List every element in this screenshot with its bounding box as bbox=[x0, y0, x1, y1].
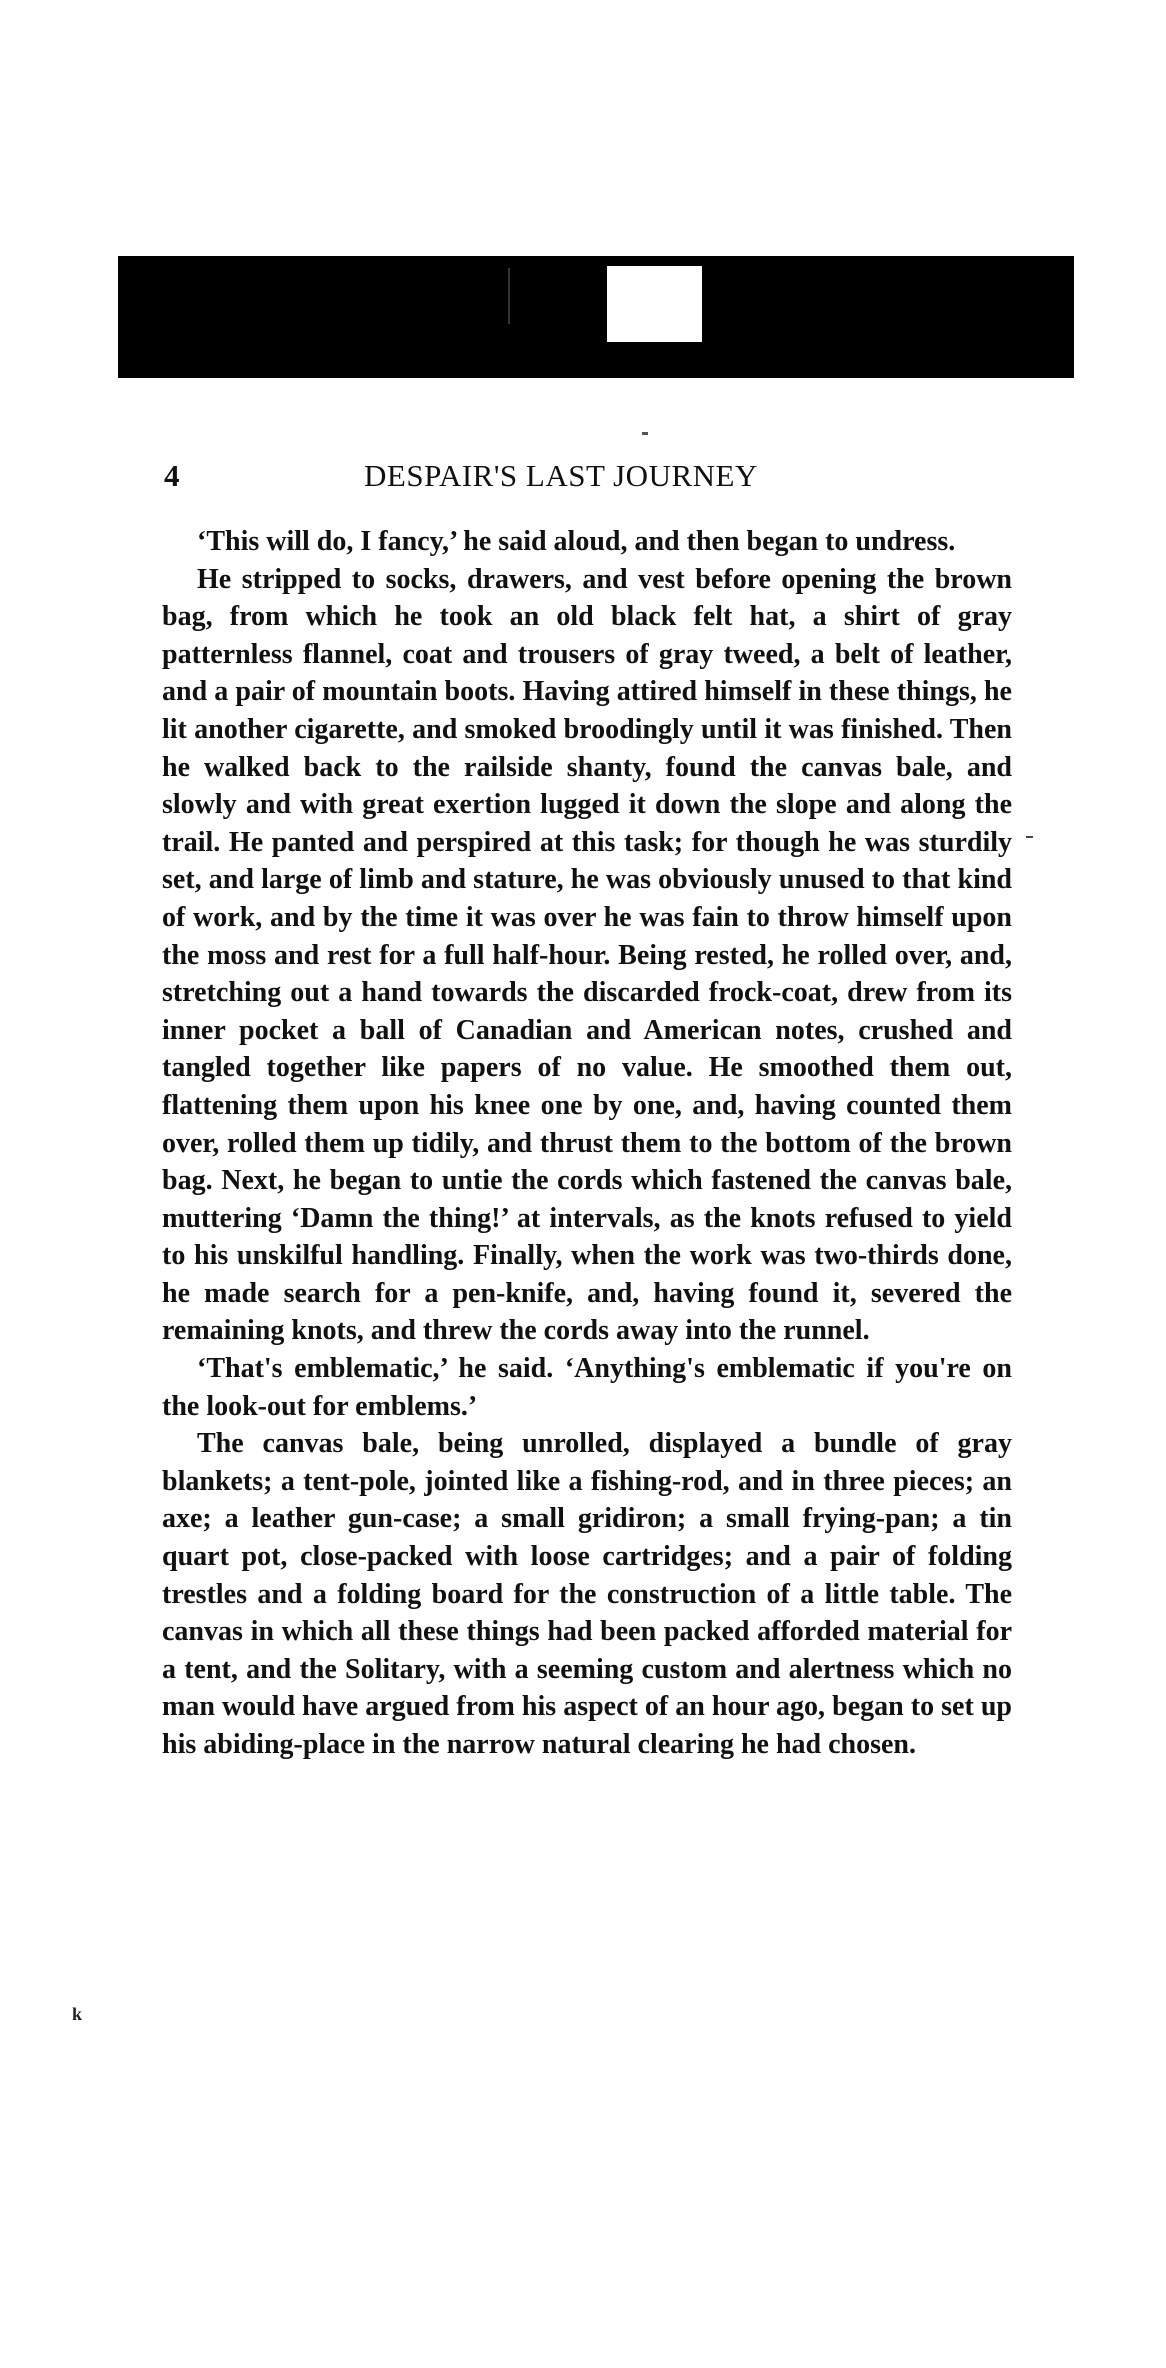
paragraph: ‘This will do, I fancy,’ he said aloud, and then began to undress. bbox=[197, 526, 956, 557]
paragraph: ‘That's emblematic,’ he said. ‘Anything's emblematic if you're on the look-out for emblems.’ bbox=[162, 1353, 1012, 1422]
running-head: DESPAIR'S LAST JOURNEY bbox=[364, 458, 758, 493]
page-header bbox=[160, 458, 1010, 508]
scan-edge-mark bbox=[1026, 836, 1033, 838]
paragraph: The canvas bale, being unrolled, displayed a bundle of gray blankets; a tent-pole, jointed like a fishing-rod, and in three pieces; an axe; a leather gun-case; a small gridiron; a small frying-pan; a tin quart pot, close-packed with loose cartridges; and a pair of folding trestles and a folding board for the construction of a little table. The canvas in which all these things had been packed afforded material for a tent, and the Solitary, with a seeming custom and alertness which no man would have argued from his aspect of an hour ago, began to set up his abiding-place in the narrow natural clearing he had chosen. bbox=[162, 1428, 1012, 1760]
scan-speck bbox=[642, 432, 648, 435]
body-text bbox=[162, 523, 1012, 1764]
page-number: 4 bbox=[164, 458, 180, 493]
paragraph: He stripped to socks, drawers, and vest before opening the brown bag, from which he took an old black felt hat, a shirt of gray patternless flannel, coat and trousers of gray tweed, a belt of leather, and a pair of mountain boots. Having attired himself in these things, he lit another cigarette, and smoked broodingly until it was finished. Then he walked back to the railside shanty, found the canvas bale, and slowly and with great exertion lugged it down the slope and along the trail. He panted and perspired at this task; for though he was sturdily set, and large of limb and stature, he was obviously unused to that kind of work, and by the time it was over he was fain to throw himself upon the moss and rest for a full half-hour. Being rested, he rolled over, and, stretching out a hand towards the discarded frock-coat, drew from its inner pocket a ball of Canadian and American notes, crushed and tangled together like papers of no value. He smoothed them out, flattening them upon his knee one by one, and, having counted them over, rolled them up tidily, and thrust them to the bottom of the brown bag. Next, he began to untie the cords which fastened the canvas bale, muttering ‘Damn the thing!’ at intervals, as the knots refused to yield to his unskilful handling. Finally, when the work was two-thirds done, he made search for a pen-knife, and, having found it, severed the remaining knots, and threw the cords away into the runnel. bbox=[162, 563, 1012, 1347]
scan-band-window bbox=[607, 266, 702, 342]
scan-band-slit bbox=[508, 268, 510, 324]
margin-mark: k bbox=[72, 2004, 83, 2024]
